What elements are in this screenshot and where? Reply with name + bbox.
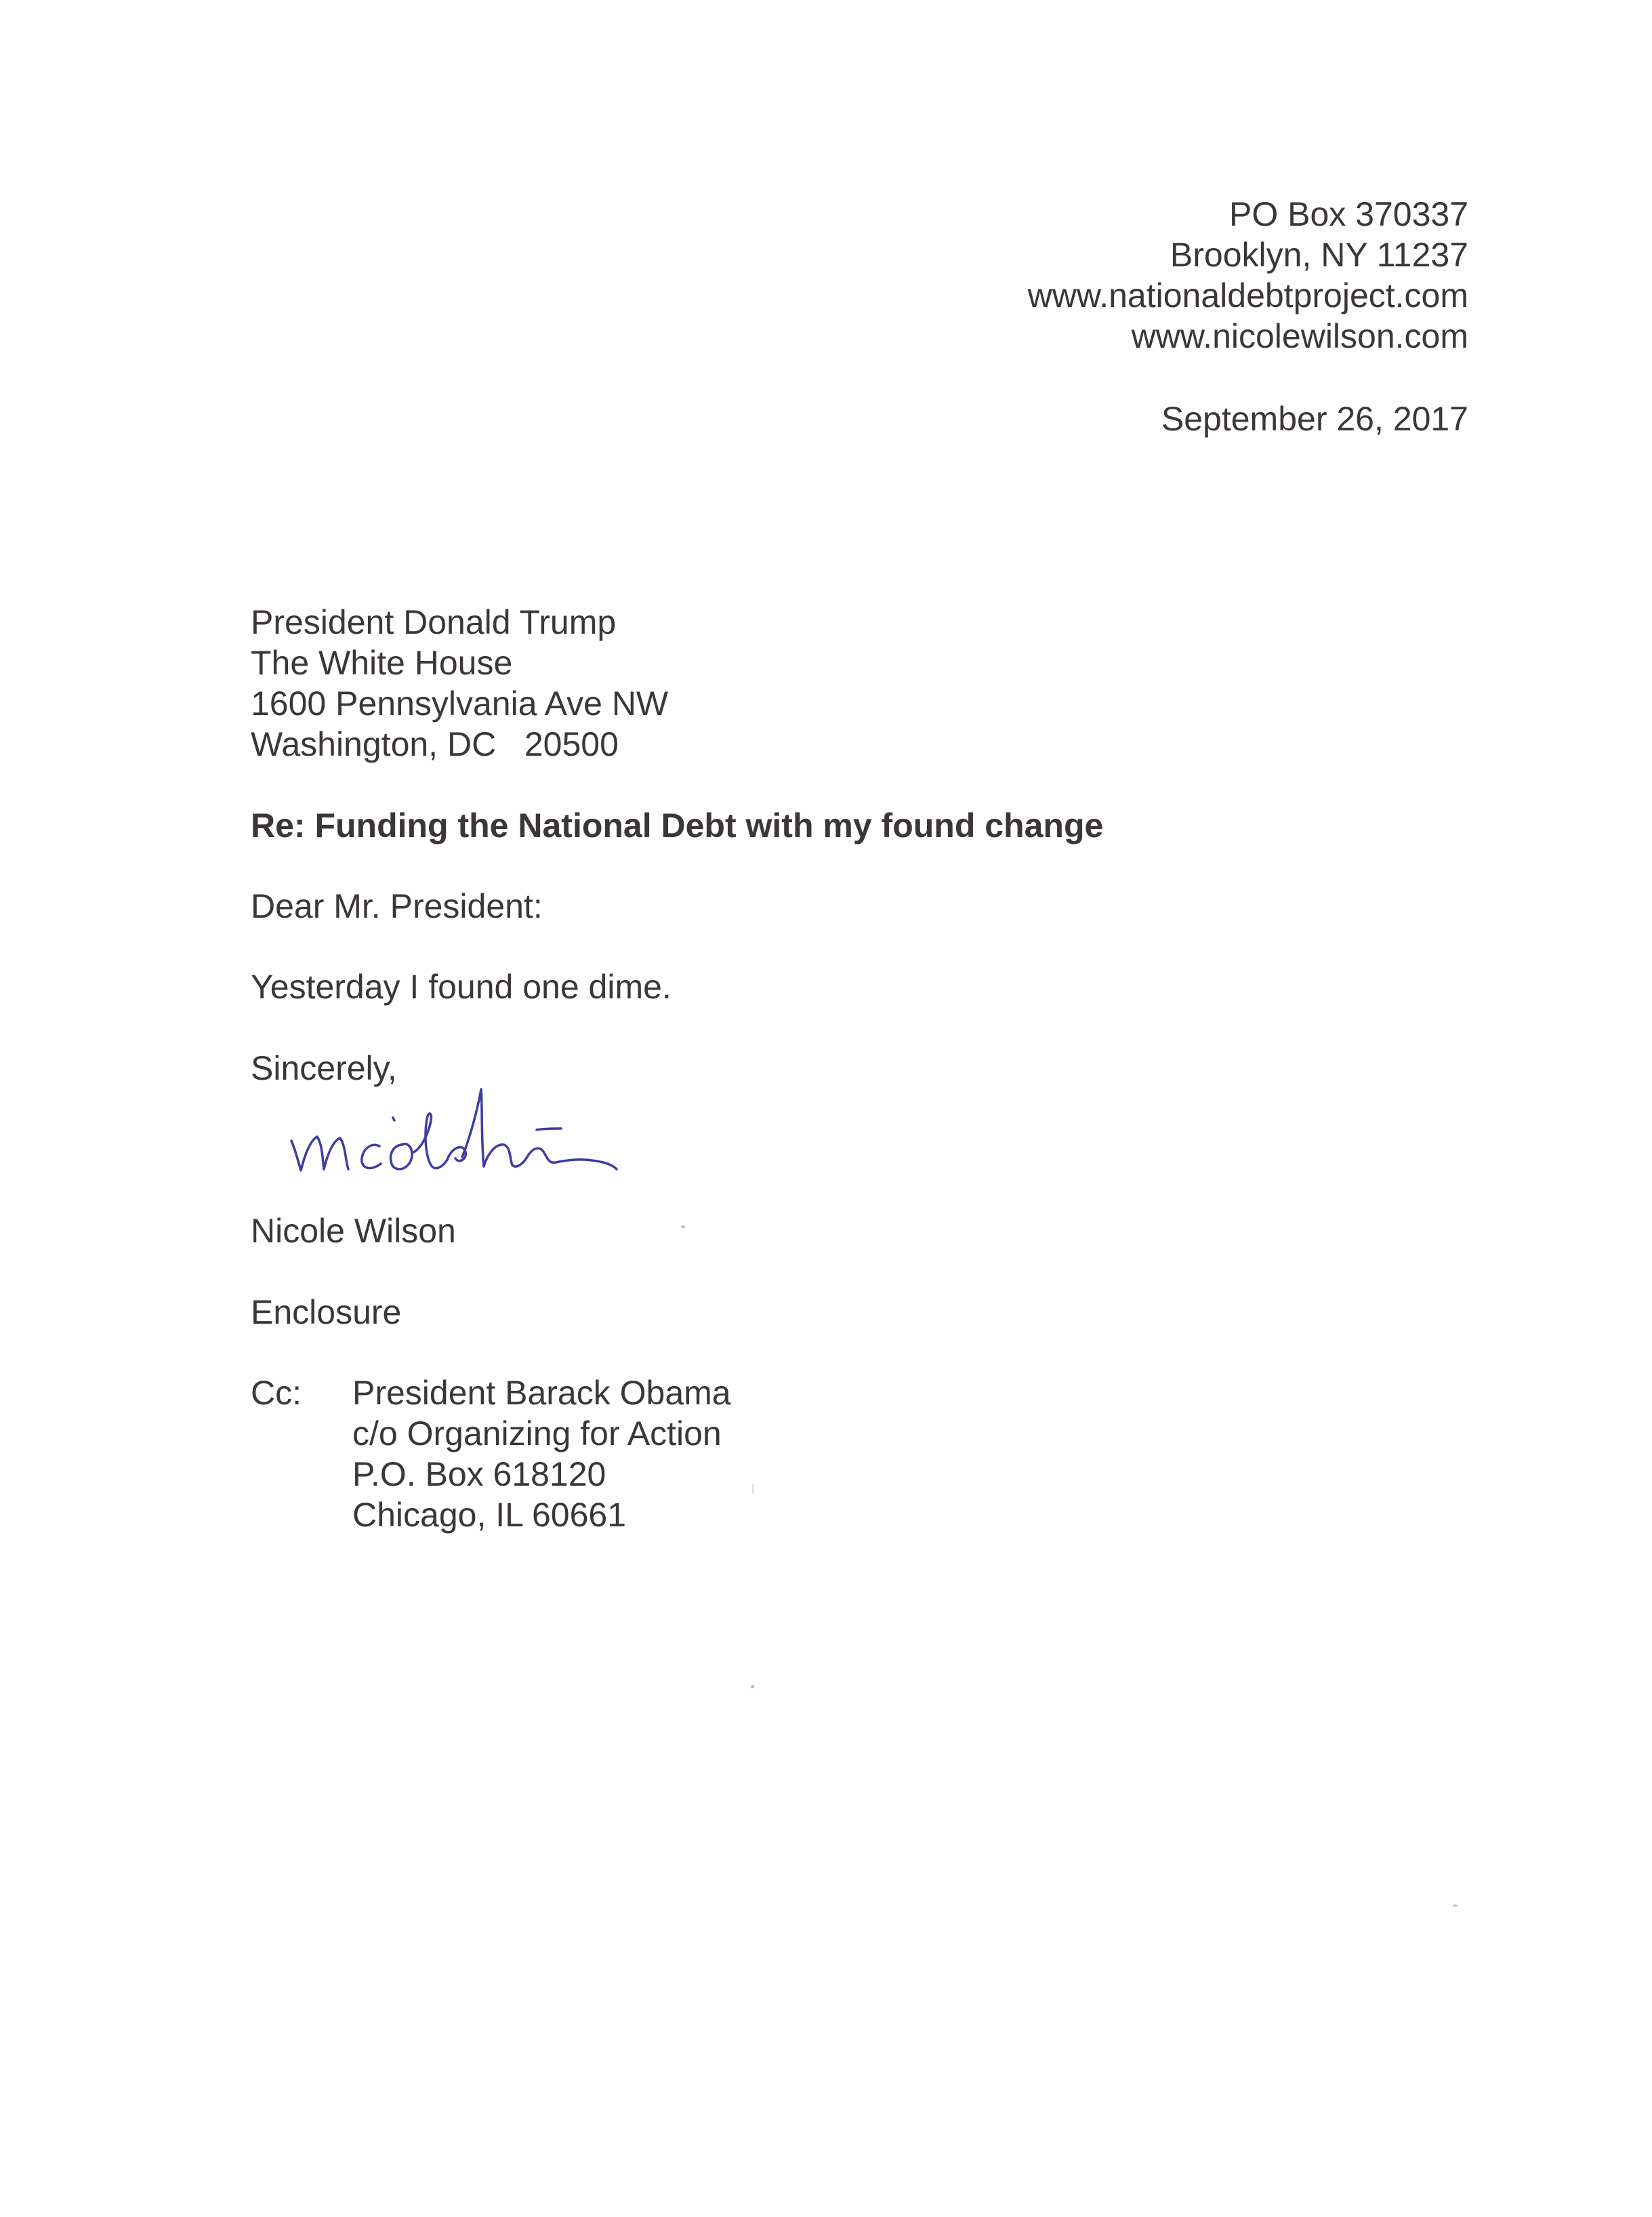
closing: Sincerely, (251, 1049, 397, 1087)
recipient-address (251, 602, 668, 765)
paper-speck (681, 1225, 685, 1228)
letter-date: September 26, 2017 (1161, 400, 1468, 438)
recipient-address-line: President Donald Trump (251, 603, 617, 641)
recipient-address-line: Washington, DC 20500 (251, 725, 619, 763)
cc-address-line: Chicago, IL 60661 (352, 1496, 627, 1534)
cc-address-line: President Barack Obama (352, 1374, 731, 1412)
subject-line: Re: Funding the National Debt with my found change (251, 807, 1104, 845)
sender-website-link[interactable]: www.nationaldebtproject.com (1027, 277, 1468, 314)
recipient-address-line: The White House (251, 644, 513, 682)
letter-body: Yesterday I found one dime. (251, 968, 672, 1006)
enclosure-note: Enclosure (251, 1293, 402, 1331)
cc-label: Cc: (251, 1374, 302, 1412)
paper-speck (751, 1685, 754, 1688)
paper-speck (752, 1484, 754, 1494)
paper-speck (1453, 1905, 1458, 1907)
signer-name: Nicole Wilson (251, 1212, 456, 1250)
sender-address-line: Brooklyn, NY 11237 (1170, 236, 1468, 274)
cc-address-line: P.O. Box 618120 (352, 1455, 606, 1493)
cc-address (352, 1372, 731, 1535)
recipient-address-line: 1600 Pennsylvania Ave NW (251, 685, 669, 723)
cc-address-line: c/o Organizing for Action (352, 1415, 722, 1452)
sender-address-line: PO Box 370337 (1228, 195, 1468, 233)
handwritten-signature (278, 1074, 698, 1189)
sender-address (1028, 194, 1468, 357)
salutation: Dear Mr. President: (251, 887, 543, 925)
sender-website-link[interactable]: www.nicolewilson.com (1131, 317, 1468, 355)
